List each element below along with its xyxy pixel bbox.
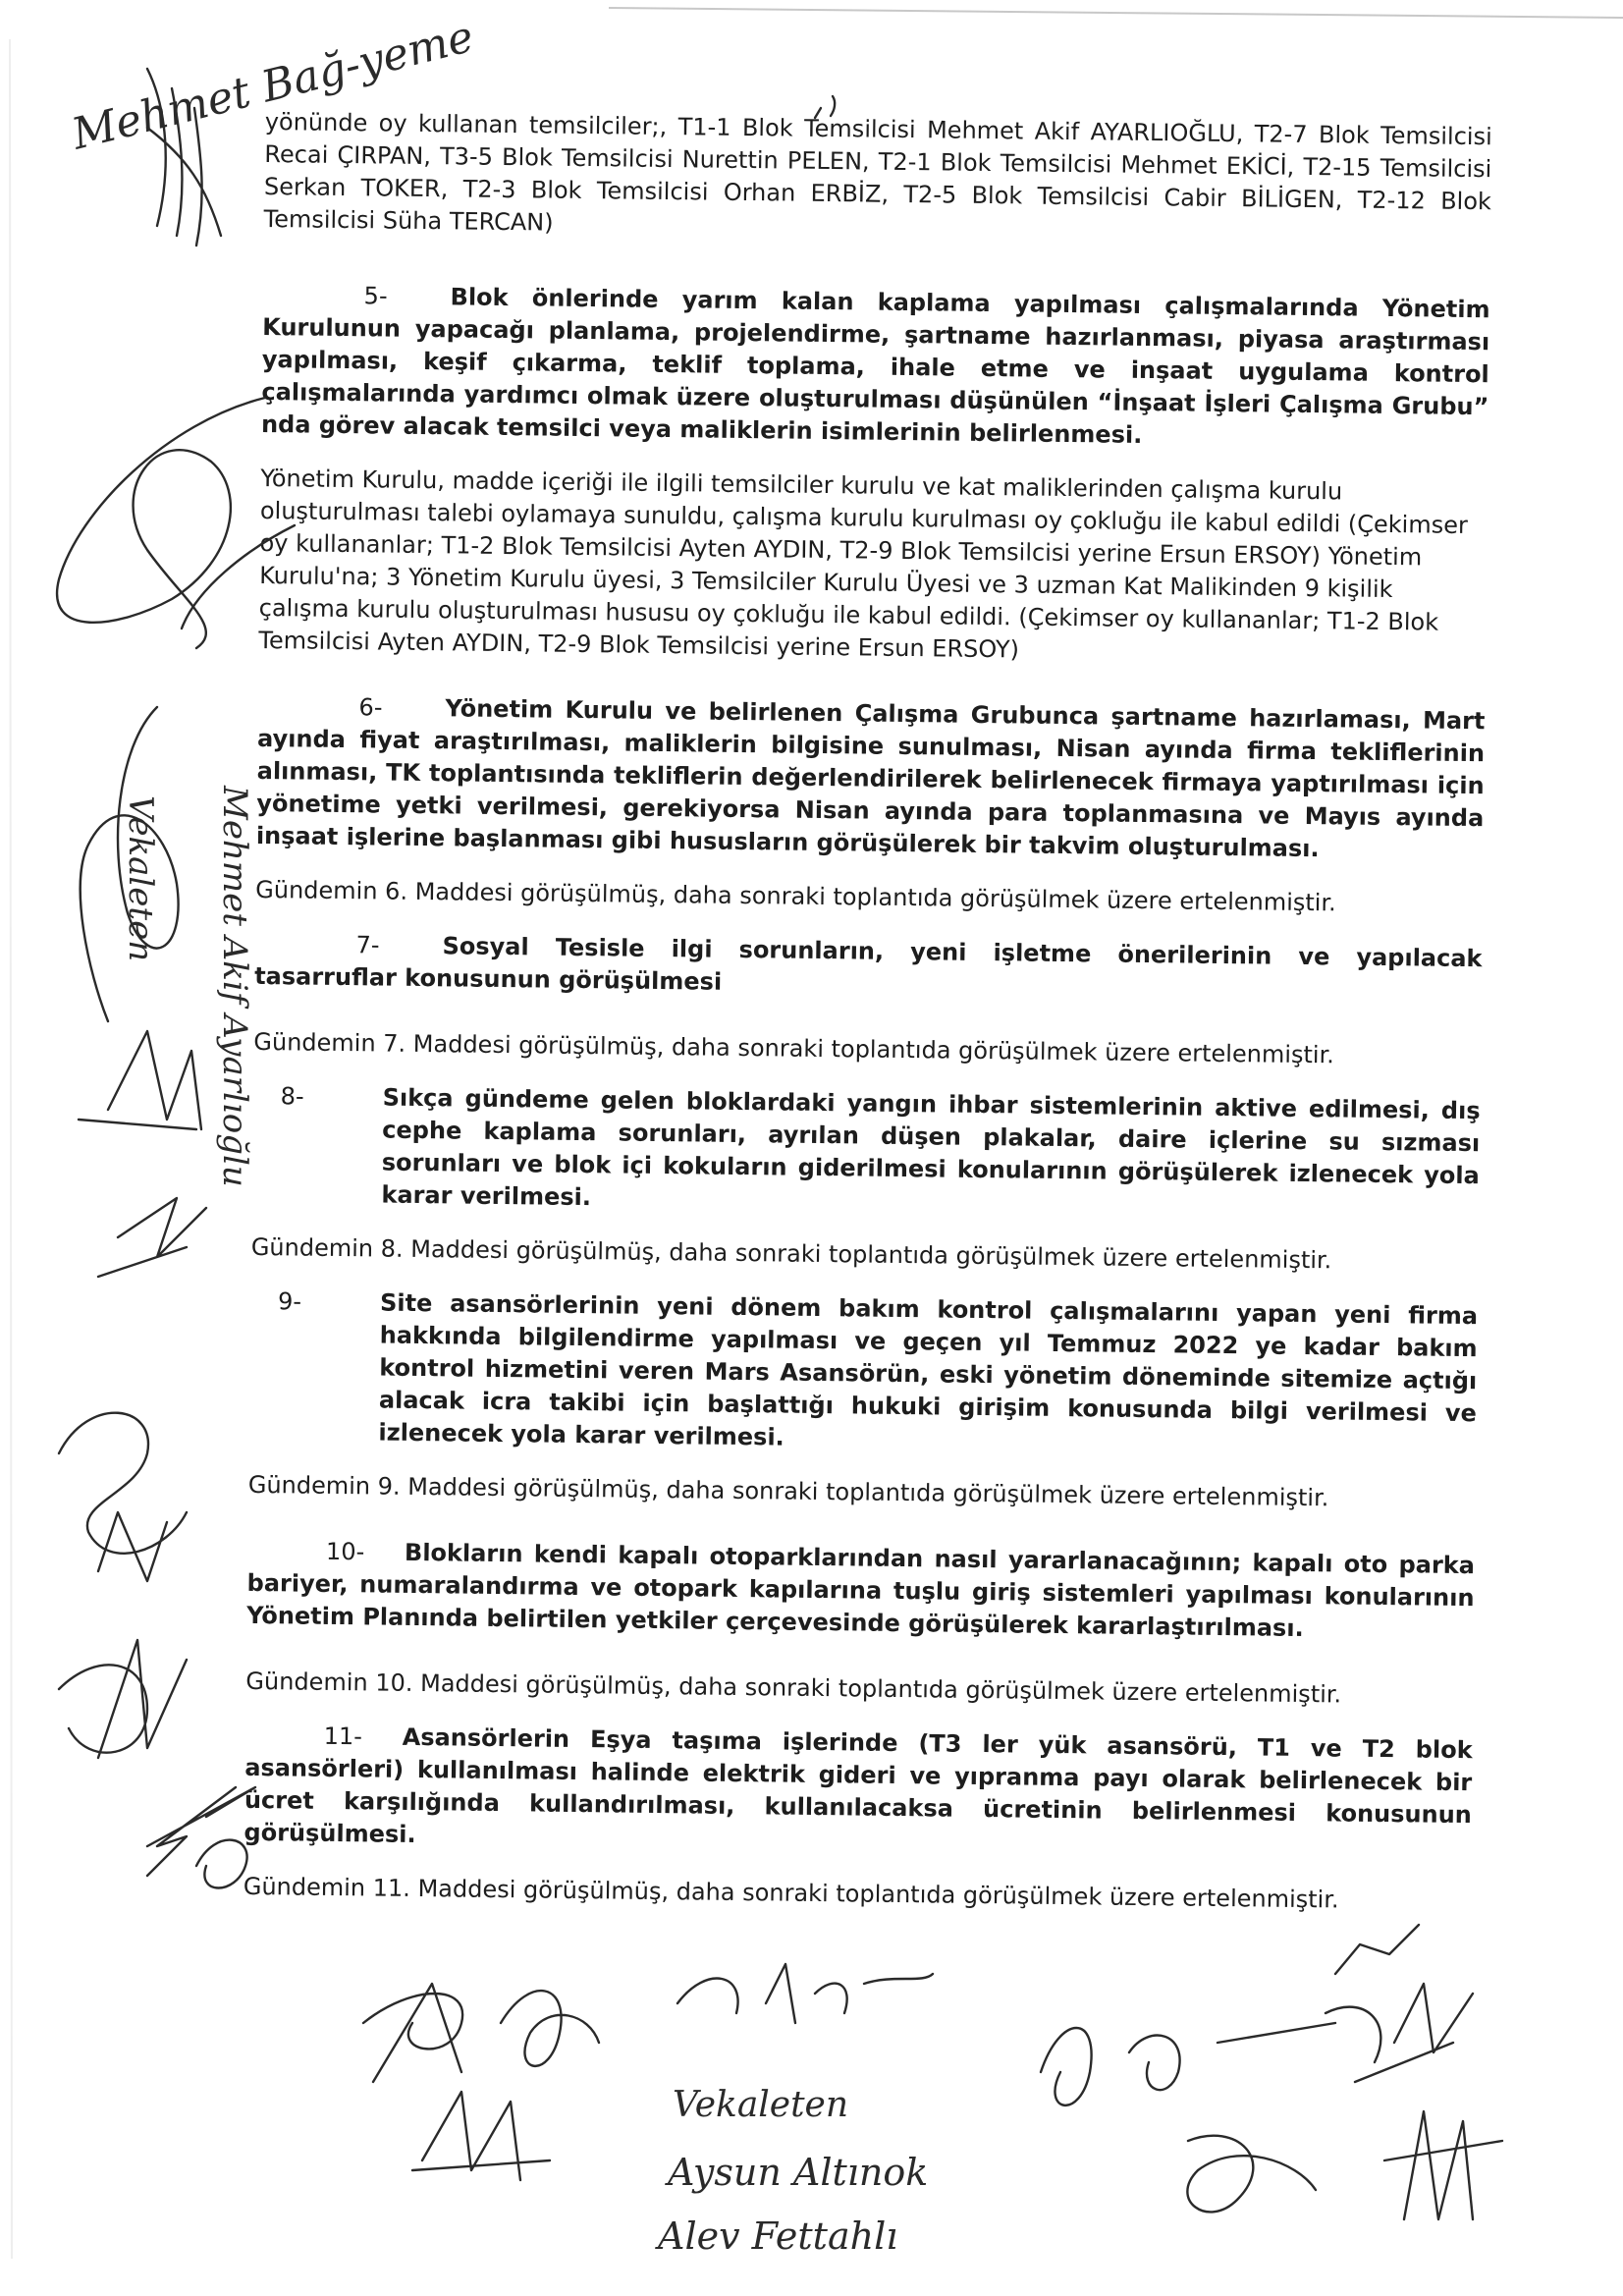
agenda-item-number: 6- — [358, 693, 383, 722]
check-mark — [1335, 1925, 1419, 1974]
agenda-item-5 — [261, 279, 1490, 456]
document-body — [243, 106, 1492, 1918]
agenda-item-7-result: Gündemin 7. Maddesi görüşülmüş, daha sonraki toplantıda görüşülmek üzere ertelenmiştir. — [253, 1027, 1335, 1069]
agenda-item-text: Asansörlerin Eşya taşıma işlerinde (T3 ler yük asansörü, T1 ve T2 blok asansörleri) kullanılması halinde elektrik gideri ve yıpranma payı olarak belirlenecek bir ücret karşılığında kullandırılması, kullanılacaksa ücretinin belirlenmesi konusunun görüşülmesi. — [243, 1722, 1473, 1849]
agenda-item-number: 5- — [363, 282, 388, 310]
top-left-note: Mehmet Bağ-yeme — [67, 11, 479, 160]
agenda-item-6-result: Gündemin 6. Maddesi görüşülmüş, daha sonraki toplantıda görüşülmek üzere ertelenmiştir. — [255, 875, 1336, 917]
agenda-item-text: Sosyal Tesisle ilgi sorunların, yeni işletme önerilerinin ve yapılacak tasarruflar konusunun görüşülmesi — [254, 932, 1483, 996]
intro-paragraph: yönünde oy kullanan temsilciler;, T1-1 Blok Temsilcisi Mehmet Akif AYARLIOĞLU, T2-7 Blok Temsilcisi Recai ÇIRPAN, T3-5 Blok Temsilcisi Nurettin PELEN, T2-1 Blok Temsilcisi Mehmet EKİCİ, T2-15 Temsilcisi Serkan TOKER, T2-3 Blok Temsilcisi Orhan ERBİZ, T2-5 Blok Temsilcisi Cabir BİLİGEN, T2-12 Blok Temsilcisi Süha TERCAN) — [263, 107, 1492, 237]
agenda-item-11-result: Gündemin 11. Maddesi görüşülmüş, daha sonraki toplantıda görüşülmek üzere ertelenmiştir. — [243, 1872, 1339, 1914]
signature-left-margin-2 — [81, 707, 179, 1021]
signature-bottom-right — [1041, 1984, 1502, 2219]
agenda-item-number: 11- — [323, 1722, 363, 1751]
agenda-item-text: Sıkça gündeme gelen bloklardaki yangın ihbar sistemlerinin aktive edilmesi, dış cephe kaplama sorunları, ayrılan düşen plakalar, daire içlerine su sızması sorunları ve blok içi kokuların giderilmesi konularının görüşülerek izlenecek yola karar verilmesi. — [381, 1083, 1481, 1212]
agenda-item-8 — [251, 1080, 1481, 1225]
agenda-item-text: Blok önlerinde yarım kalan kaplama yapılması çalışmalarında Yönetim Kurulunun yapacağı planlama, projelendirme, şartname hazırlanması, piyasa araştırması yapılması, keşif çıkarma, teklif toplama, ihale etme ve inşaat uygulama kontrol çalışmalarında yardımcı olmak üzere oluşturulması düşünülen “İnşaat İşleri Çalışma Grubu” nda görev alacak temsilci veya maliklerin isimlerinin belirlenmesi. — [260, 283, 1490, 449]
left-margin-vertical-text: Mehmet Akif Ayarlıoğlu — [215, 786, 254, 1187]
agenda-item-number: 8- — [280, 1082, 304, 1111]
agenda-item-text: Site asansörlerinin yeni dönem bakım kontrol çalışmalarını yapan yeni firma hakkında bilgilendirme yapılması ve geçen yıl Temmuz 2022 ye kadar bakım kontrol hizmetini veren Mars Asansörün, eski yönetim döneminde sitemize açtığı alacak icra takibi için başlattığı hukuki girişim konusunda bilgi verilmesi ve izlenecek yola karar verilmesi. — [378, 1288, 1479, 1451]
agenda-item-9 — [248, 1285, 1478, 1462]
agenda-item-10-result: Gündemin 10. Maddesi görüşülmüş, daha sonraki toplantıda görüşülmek üzere ertelenmiştir. — [245, 1667, 1342, 1709]
bottom-proxy-text: Vekaleten — [673, 2085, 849, 2125]
agenda-item-10 — [246, 1535, 1475, 1647]
bottom-name-1: Aysun Altınok — [668, 2151, 929, 2194]
agenda-item-5-result: Yönetim Kurulu, madde içeriği ile ilgili temsilciler kurulu ve kat maliklerinden çalışma kurulu oluşturulması talebi oylamaya sunuldu, çalışma kurulu kurulması oy çokluğu ile kabul edildi (Çekimser oy kullananlar; T1-2 Blok Temsilcisi Ayten AYDIN, T2-9 Blok Temsilcisi yerine Ersun ERSOY) Yönetim Kurulu'na; 3 Yönetim Kurulu üyesi, 3 Temsilciler Kurulu Üyesi ve 3 uzman Kat Malikinden 9 kişilik çalışma kurulu oluşturulması hususu oy çokluğu ile kabul edildi. (Çekimser oy kullananlar; T1-2 Blok Temsilcisi Ayten AYDIN, T2-9 Blok Temsilcisi yerine Ersun ERSOY) — [258, 464, 1468, 664]
agenda-item-9-result: Gündemin 9. Maddesi görüşülmüş, daha sonraki toplantıda görüşülmek üzere ertelenmiştir. — [247, 1470, 1329, 1512]
agenda-item-text: Yönetim Kurulu ve belirlenen Çalışma Grubunca şartname hazırlaması, Mart ayında fiyat araştırılması, maliklerin bilgisine sunulması, Nisan ayında firma tekliflerinin alınması, TK toplantısında tekliflerin değerlendirilerek belirlenecek firmaya yaptırılması için yönetime yetki verilmesi, gerekiyorsa Nisan ayında para toplanmasına ve Mayıs ayında inşaat işlerine başlanması gibi hususların görüşülerek bir takvim oluşturulması. — [255, 694, 1486, 863]
signature-bottom-center-1 — [501, 1964, 933, 2066]
agenda-item-number: 7- — [355, 931, 380, 959]
agenda-item-number: 10- — [325, 1537, 365, 1566]
signature-left-margin-3 — [59, 1031, 206, 1758]
bottom-name-2: Alev Fettahlı — [658, 2214, 898, 2258]
left-margin-proxy-text: Vekaleten — [121, 795, 160, 962]
agenda-item-number: 9- — [277, 1287, 302, 1316]
agenda-item-6 — [256, 690, 1486, 867]
agenda-item-8-result: Gündemin 8. Maddesi görüşülmüş, daha sonraki toplantıda görüşülmek üzere ertelenmiştir. — [250, 1232, 1332, 1275]
agenda-item-11 — [243, 1720, 1473, 1864]
agenda-item-text: Blokların kendi kapalı otoparklarından nasıl yararlanacağının; kapalı oto parka bariyer, numaralandırma ve otopark kapılarına tuşlu giriş sistemleri yapılması konularının Yönetim Planında belirtilen yetkiler çerçevesinde görüşülerek kararlaştırılması. — [246, 1538, 1476, 1643]
